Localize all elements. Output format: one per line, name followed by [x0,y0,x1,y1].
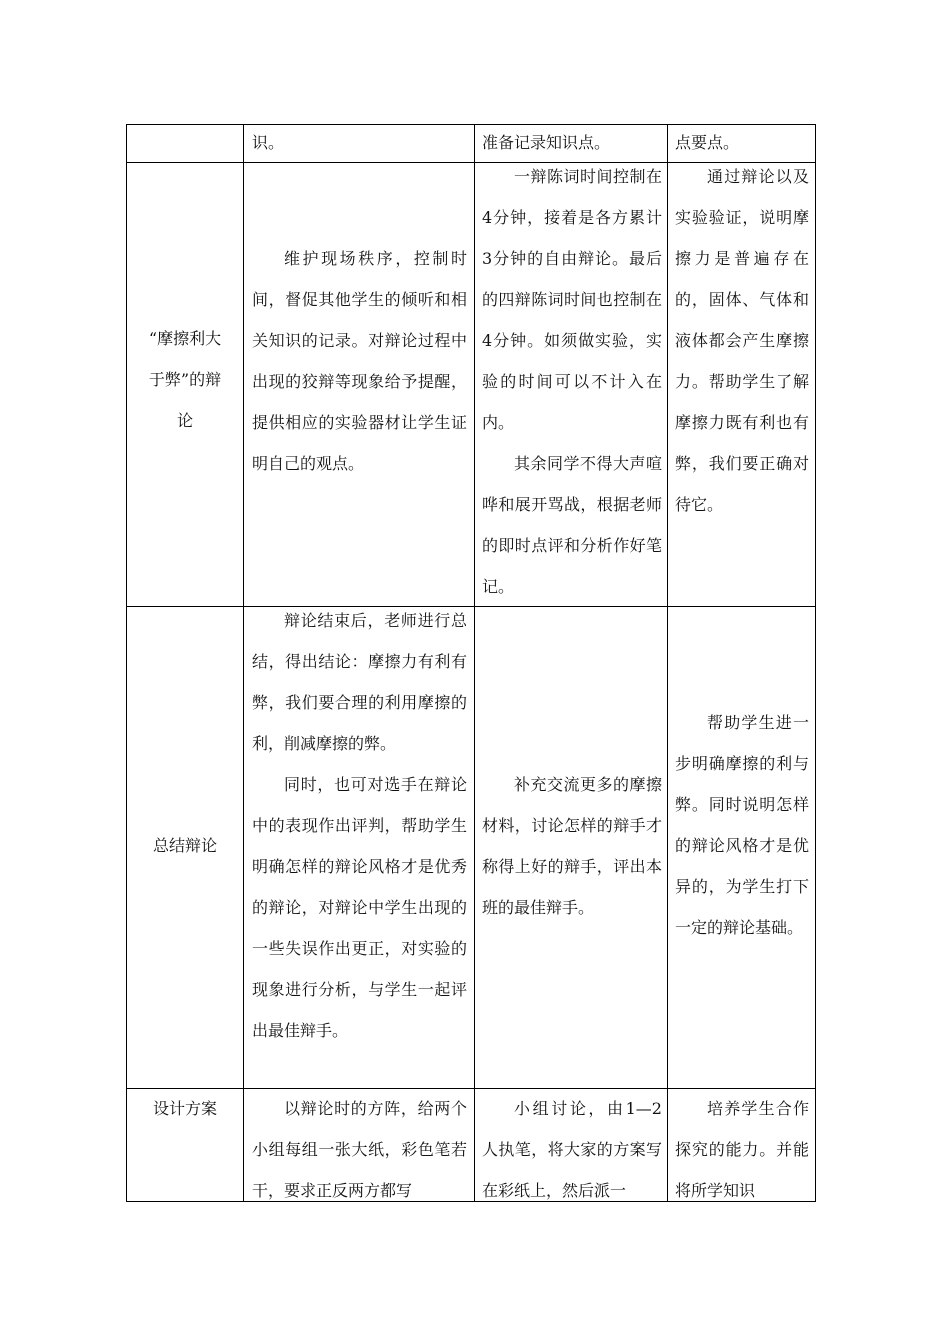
row3-student-cell [482,1088,662,1201]
table-border-left [126,124,127,1202]
row1-student-text: 其余同学不得大声喧哗和展开骂战，根据老师的即时点评和分析作好笔记。 [482,454,662,596]
row3-intent-cell [675,1088,809,1201]
row1-teacher-cell [252,238,467,484]
table-border-right [815,124,816,1202]
row2-student-cell [482,764,662,928]
row0-teacher-text: 识。 [252,133,285,152]
row2-intent-text: 帮助学生进一步明确摩擦的利与弊。同时说明怎样的辩论风格才是优异的，为学生打下一定的辩论基础。 [675,713,809,937]
column-divider [667,124,668,1202]
row0-student-text: 准备记录知识点。 [482,133,611,152]
row3-teacher-text: 以辩论时的方阵，给两个小组每组一张大纸，彩色笔若干，要求正反两方都写 [252,1099,467,1200]
row2-intent-cell [675,702,809,948]
row2-student-text: 补充交流更多的摩擦材料，讨论怎样的辩手才称得上好的辩手，评出本班的最佳辩手。 [482,775,662,917]
row3-intent-text: 培养学生合作探究的能力。并能将所学知识 [675,1099,809,1200]
row1-label [130,318,240,441]
row3-student-text: 小组讨论，由1—2人执笔，将大家的方案写在彩纸上，然后派一 [482,1099,662,1200]
row1-teacher-text: 维护现场秩序，控制时间，督促其他学生的倾听和相关知识的记录。对辩论过程中出现的狡辩等现象给予提醒，提供相应的实验器材让学生证明自己的观点。 [252,249,467,473]
row0-intent-text: 点要点。 [675,133,740,152]
row1-label-line: 于弊”的辩 [148,370,222,389]
column-divider [474,124,475,1202]
row2-teacher-text: 同时，也可对选手在辩论中的表现作出评判，帮助学生明确怎样的辩论风格才是优秀的辩论，对辩论中学生出现的一些失误作出更正，对实验的现象进行分析，与学生一起评出最佳辩手。 [252,775,467,1040]
row-divider [126,606,816,607]
row1-intent-text: 通过辩论以及实验验证，说明摩擦力是普遍存在的，固体、气体和液体都会产生摩擦力。帮助学生了解摩擦力既有利也有弊，我们要正确对待它。 [675,167,809,514]
row2-teacher-cell [252,600,467,1051]
row2-teacher-text: 辩论结束后，老师进行总结，得出结论：摩擦力有利有弊，我们要合理的利用摩擦的利，削减摩擦的弊。 [252,611,467,753]
row1-label-line: “摩擦利大 [148,329,222,348]
row3-teacher-cell [252,1088,467,1201]
row1-student-cell [482,156,662,607]
row1-label-line: 论 [176,411,193,430]
row1-student-text: 一辩陈词时间控制在4分钟，接着是各方累计3分钟的自由辩论。最后的四辩陈词时间也控制在4分钟。如须做实验，实验的时间可以不计入在内。 [482,167,662,432]
row1-intent-cell [675,156,809,525]
row3-label: 设计方案 [152,1099,217,1118]
row2-label: 总结辩论 [152,836,217,855]
column-divider [243,124,244,1202]
table-border-bottom [126,1201,816,1202]
row0-teacher-cell [252,122,467,163]
